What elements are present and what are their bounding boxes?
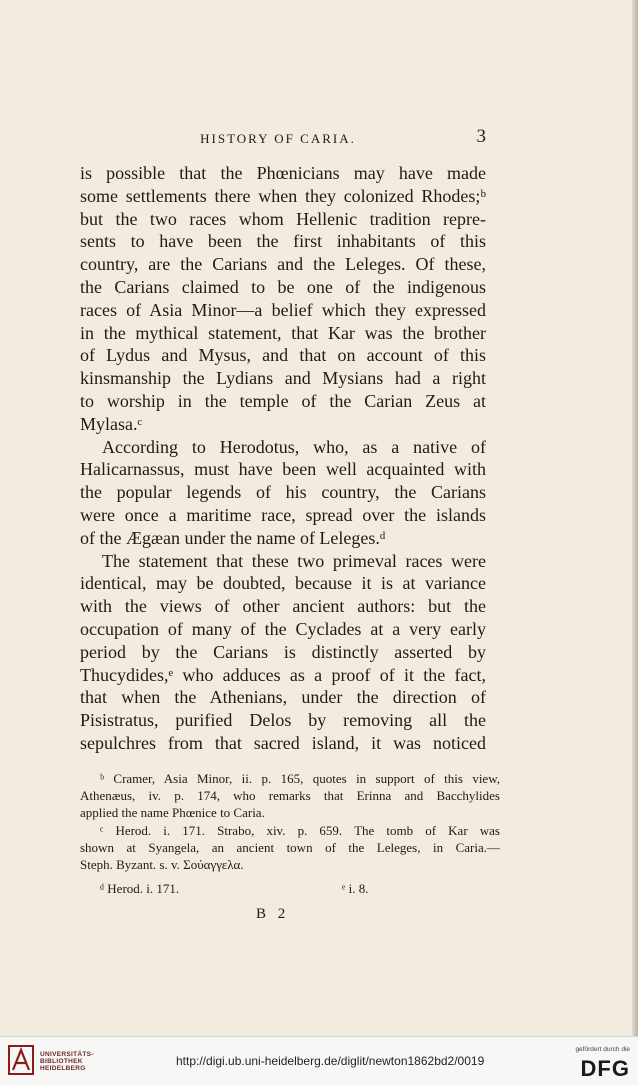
body-line: of Lydus and Mysus, and that on account of this — [80, 345, 486, 366]
body-line: identical, may be doubted, because it is at variance — [80, 573, 486, 594]
footnote-line: applied the name Phœnice to Caria. — [80, 805, 265, 821]
body-line: The statement that these two primeval races were — [102, 550, 486, 571]
body-line: but the two races whom Hellenic tradition repre- — [80, 208, 486, 229]
body-line: country, are the Carians and the Leleges. Of these, — [80, 254, 486, 275]
body-line: Mylasa.ᶜ — [80, 413, 143, 434]
page-edge — [632, 0, 638, 1036]
page-number: 3 — [476, 126, 486, 147]
footnote-d: ᵈ Herod. i. 171. — [100, 881, 180, 896]
body-line: sepulchres from that sacred island, it was noticed — [80, 732, 486, 753]
university-logo-icon — [8, 1045, 34, 1079]
footnote-e: ᵉ i. 8. — [342, 881, 369, 896]
body-line: Halicarnassus, must have been well acquainted with — [80, 459, 486, 480]
footnote-line: ᵇ Cramer, Asia Minor, ii. p. 165, quotes in support of this view, — [100, 771, 500, 786]
body-line: According to Herodotus, who, as a native of — [102, 436, 486, 457]
body-line: some settlements there when they colonized Rhodes;ᵇ — [80, 185, 486, 206]
body-line: races of Asia Minor—a belief which they expressed — [80, 299, 486, 320]
footnote-line: Athenæus, iv. p. 174, who remarks that Erinna and Bacchylides — [80, 788, 500, 804]
body-line: the Carians claimed to be one of the indigenous — [80, 276, 486, 297]
body-text — [80, 162, 486, 755]
body-line: kinsmanship the Lydians and Mysians had a right — [80, 368, 486, 389]
institution-name — [40, 1051, 94, 1073]
footnotes — [80, 770, 500, 873]
institution-line: UNIVERSITÄTS- — [40, 1051, 94, 1058]
footnote-line: ᶜ Herod. i. 171. Strabo, xiv. p. 659. The tomb of Kar was — [100, 822, 500, 838]
body-line: Thucydides,ᵉ who adduces as a proof of it the fact, — [80, 664, 486, 685]
body-line: sents to have been the first inhabitants of this — [80, 231, 486, 252]
footnote-line: Steph. Byzant. s. v. Σούαγγελα. — [80, 857, 244, 873]
permalink[interactable]: http://digi.ub.uni-heidelberg.de/diglit/newton1862bd2/0019 — [176, 1054, 485, 1068]
funded-by-label: gefördert durch die — [575, 1046, 630, 1053]
signature-mark: B 2 — [256, 906, 290, 922]
institution-line: HEIDELBERG — [40, 1065, 86, 1073]
body-line: is possible that the Phœnicians may have made — [80, 163, 486, 183]
body-line: period by the Carians is distinctly asserted by — [80, 641, 486, 662]
running-header — [78, 126, 486, 150]
footer-bar — [0, 1036, 638, 1085]
body-line: occupation of many of the Cyclades at a very early — [80, 618, 486, 639]
running-title: HISTORY OF CARIA. — [200, 131, 356, 146]
footnote-line: shown at Syangela, an ancient town of the Leleges, in Caria.— — [80, 839, 500, 855]
body-line: with the views of other ancient authors: but the — [80, 596, 486, 617]
dfg-logo: DFG — [580, 1056, 630, 1081]
body-line: that when the Athenians, under the direction of — [80, 687, 486, 708]
body-line: to worship in the temple of the Carian Zeus at — [80, 390, 486, 411]
body-line: Pisistratus, purified Delos by removing all the — [80, 710, 486, 731]
institution-line: BIBLIOTHEK — [40, 1058, 83, 1066]
body-line: of the Ægæan under the name of Leleges.ᵈ — [80, 527, 386, 548]
body-line: the popular legends of his country, the Carians — [80, 482, 486, 503]
body-line: were once a maritime race, spread over the islands — [80, 504, 486, 525]
body-line: in the mythical statement, that Kar was the brother — [80, 322, 486, 343]
